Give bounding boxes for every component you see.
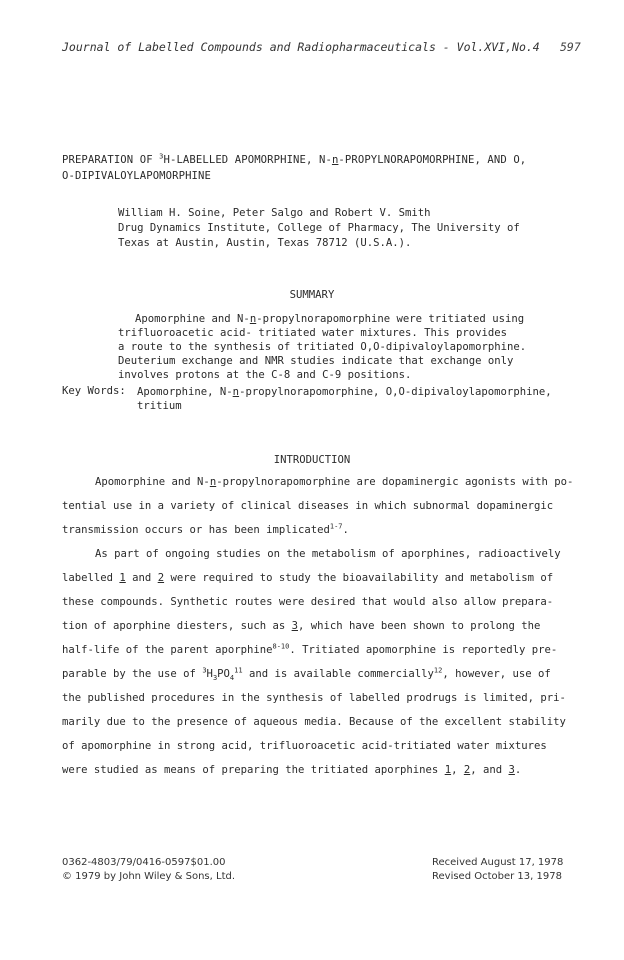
abstract-line: a route to the synthesis of tritiated O,O-dipivaloylapomorphine.: [118, 341, 527, 353]
body-line: Apomorphine and N-n-propylnorapomorphine are dopaminergic agonists with po-: [95, 476, 574, 488]
body-line: parable by the use of $^3H_3PO_4^{11}$ and is available commercially$^{12}$, however, use of: [62, 666, 551, 683]
body-line: these compounds. Synthetic routes were desired that would also allow prepara-: [62, 596, 554, 608]
body-line: As part of ongoing studies on the metabolism of aporphines, radioactively: [95, 548, 561, 560]
revised-date: Revised October 13, 1978: [432, 871, 562, 882]
running-header: Journal of Labelled Compounds and Radiopharmaceuticals - Vol.XVI,No.4: [62, 40, 540, 54]
title-line-1: PREPARATION OF $^3$H-LABELLED APOMORPHINE, N-n-PROPYLNORAPOMORPHINE, AND O,: [62, 152, 527, 166]
footer-right: [432, 856, 563, 884]
body-line: tential use in a variety of clinical diseases in which subnormal dopaminergic: [62, 500, 554, 512]
keywords-label: Key Words:: [62, 385, 126, 397]
affiliation-line-2: Texas at Austin, Austin, Texas 78712 (U.S.A.).: [118, 237, 412, 249]
body-line: half-life of the parent aporphine$^{8-10}$. Tritiated apomorphine is reportedly pre-: [62, 642, 558, 656]
body-line: tion of aporphine diesters, such as 3, which have been shown to prolong the: [62, 620, 541, 632]
abstract-line: Apomorphine and N-n-propylnorapomorphine were tritiated using: [135, 313, 525, 325]
body-line: of apomorphine in strong acid, trifluoroacetic acid-tritiated water mixtures: [62, 740, 547, 752]
article-code: 0362-4803/79/0416-0597$01.00: [62, 857, 226, 868]
body-line: transmission occurs or has been implicated$^{1-7}$.: [62, 522, 349, 536]
title-line-2: O-DIPIVALOYLAPOMORPHINE: [62, 170, 211, 182]
body-line: were studied as means of preparing the tritiated aporphines 1, 2, and 3.: [62, 764, 522, 776]
body-line: labelled 1 and 2 were required to study the bioavailability and metabolism of: [62, 572, 554, 584]
abstract-line: Deuterium exchange and NMR studies indicate that exchange only: [118, 355, 514, 367]
body-line: marily due to the presence of aqueous media. Because of the excellent stability: [62, 716, 566, 728]
abstract-line: trifluoroacetic acid- tritiated water mixtures. This provides: [118, 327, 508, 339]
footer-left: [62, 856, 235, 884]
keywords-line-1: Apomorphine, N-n-propylnorapomorphine, O,O-dipivaloylapomorphine,: [137, 386, 552, 398]
abstract-line: involves protons at the C-8 and C-9 positions.: [118, 369, 412, 381]
summary-heading: SUMMARY: [289, 289, 335, 301]
received-date: Received August 17, 1978: [432, 857, 564, 868]
body-line: the published procedures in the synthesis of labelled prodrugs is limited, pri-: [62, 692, 566, 704]
keywords-line-2: tritium: [137, 400, 182, 412]
copyright-line: © 1979 by John Wiley & Sons, Ltd.: [62, 871, 236, 882]
introduction-heading: INTRODUCTION: [273, 454, 351, 466]
affiliation-line-1: Drug Dynamics Institute, College of Pharmacy, The University of: [118, 222, 520, 234]
page-number: 597: [560, 40, 581, 54]
author-names: William H. Soine, Peter Salgo and Robert V. Smith: [118, 207, 431, 219]
